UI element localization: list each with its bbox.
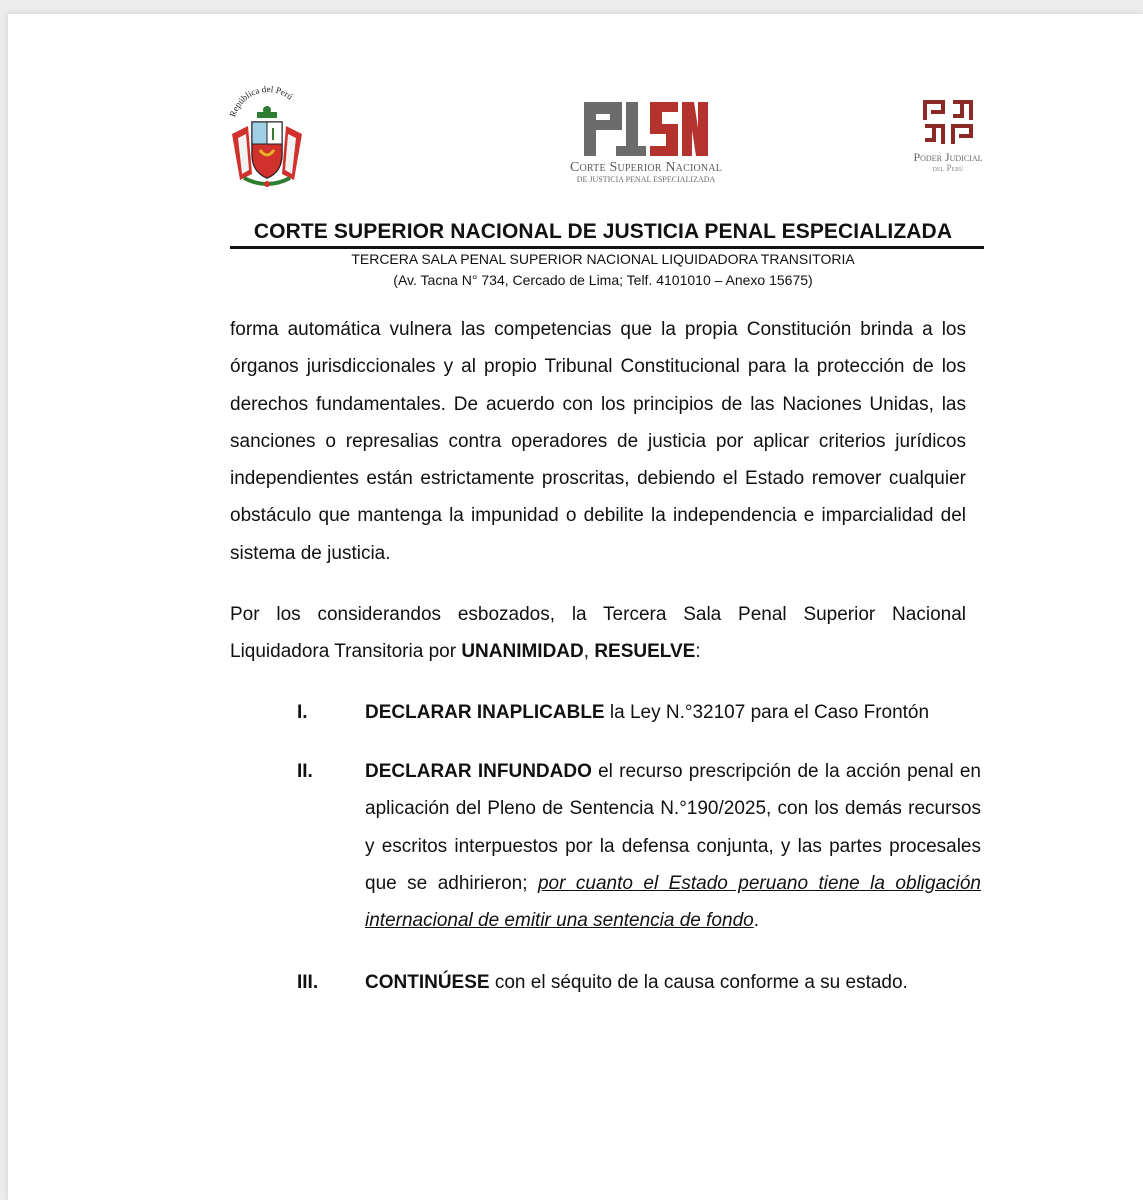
paragraph-2-comma: , xyxy=(583,641,595,663)
peru-coat-of-arms-icon xyxy=(222,86,312,192)
court-address: (Av. Tacna N° 734, Cercado de Lima; Telf. 4101010 – Anexo 15675) xyxy=(393,272,813,288)
resolution-3 xyxy=(365,964,981,1001)
resolution-1 xyxy=(365,694,981,731)
document-page xyxy=(8,14,1143,1200)
resolution-1-verb: DECLARAR INAPLICABLE xyxy=(365,702,605,723)
resolution-2-text: el recurso prescripción de la acción penal en aplicación del Pleno de Sentencia N.°190/2025, con los demás recursos y escritos interpuestos por la defensa conjunta, y las partes procesales que se adhirieron; xyxy=(365,761,981,894)
resuelve-label: RESUELVE xyxy=(594,641,696,663)
resolution-3-verb: CONTINÚESE xyxy=(365,972,490,993)
pj-csn-logo-icon xyxy=(582,100,710,158)
paragraph-2-lead: Por los considerandos esbozados, la Tercera Sala Penal Superior Nacional Liquidadora Transitoria por xyxy=(230,604,966,663)
resolution-3-text: con el séquito de la causa conforme a su estado. xyxy=(489,972,908,993)
poder-judicial-logo-icon xyxy=(921,98,975,148)
resolution-3-number: III. xyxy=(297,972,319,993)
header-divider xyxy=(230,246,984,249)
pj-name: Poder Judicial xyxy=(913,150,983,164)
csnj-subtitle: DE JUSTICIA PENAL ESPECIALIZADA xyxy=(576,175,716,184)
pj-country: del Perú xyxy=(932,163,964,173)
resolution-2-end: . xyxy=(753,910,759,932)
coat-arc-text: República del Perú xyxy=(227,86,295,119)
resolution-2-emphasis: por cuanto el Estado peruano tiene la obligación internacional de emitir una sentencia de fondo xyxy=(365,872,981,932)
body-paragraph-2 xyxy=(230,596,966,671)
resolution-1-text: la Ley N.°32107 para el Caso Frontón xyxy=(604,702,930,723)
poder-judicial-logo xyxy=(888,98,1008,194)
body-paragraph-1: forma automática vulnera las competencias que la propia Constitución brinda a los órganos jurisdiccionales y al propio Tribunal Constitucional para la protección de los derechos fundamentales. De acuerdo con los principios de las Naciones Unidas, las sanciones o represalias contra operadores de justicia por aplicar criterios jurídicos independientes están estrictamente proscritas, debiendo el Estado remover cualquier obstáculo que mantenga la impunidad o debilite la independencia e imparcialidad del sistema de justicia. xyxy=(230,319,966,564)
unanimidad-label: UNANIMIDAD xyxy=(461,641,584,663)
paragraph-2-tail: : xyxy=(695,641,701,663)
sala-name: TERCERA SALA PENAL SUPERIOR NACIONAL LIQUIDADORA TRANSITORIA xyxy=(351,251,855,267)
csnj-name: Corte Superior Nacional xyxy=(569,160,723,175)
resolution-2-verb: DECLARAR INFUNDADO xyxy=(365,761,592,782)
resolution-2 xyxy=(365,753,981,939)
resolution-2-number: II. xyxy=(297,761,313,782)
resolution-1-number: I. xyxy=(297,702,308,723)
csnj-logo xyxy=(556,100,736,194)
court-title: CORTE SUPERIOR NACIONAL DE JUSTICIA PENAL ESPECIALIZADA xyxy=(253,220,953,243)
